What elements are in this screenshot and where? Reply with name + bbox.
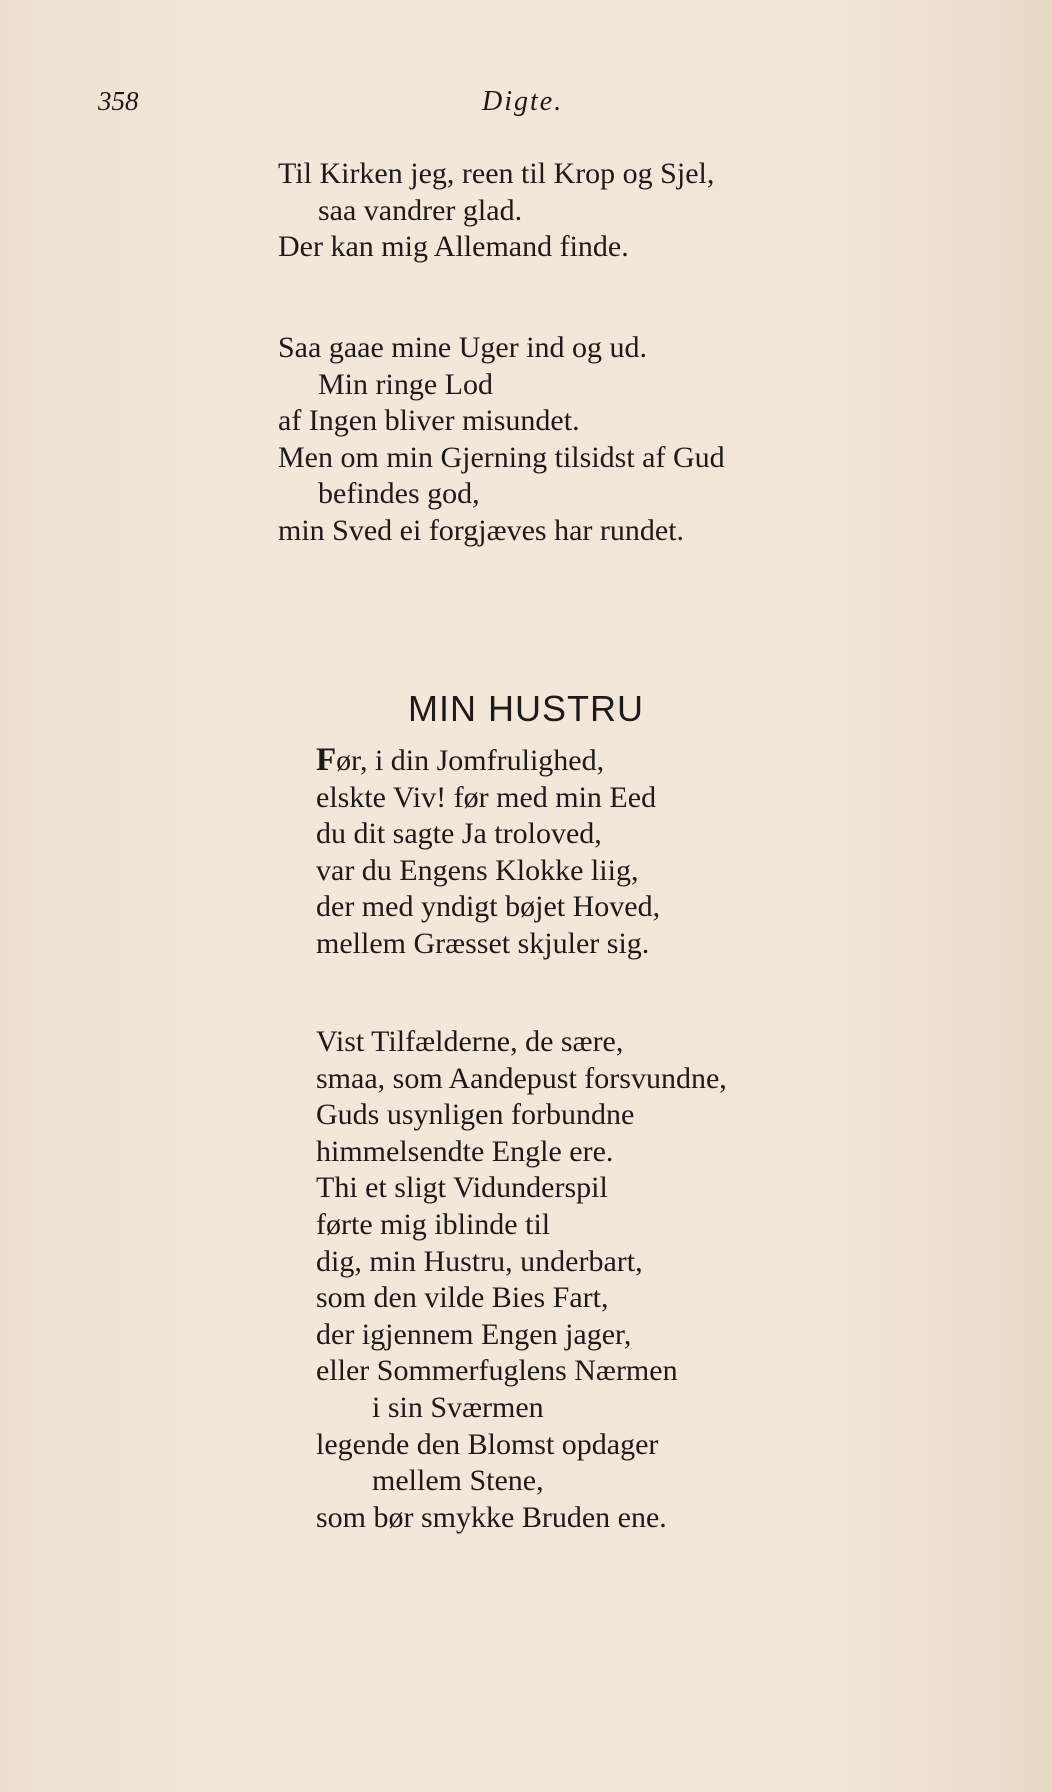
stanza-previous-1	[278, 156, 714, 266]
verse-line: dig, min Hustru, underbart,	[316, 1244, 643, 1278]
verse-line: himmelsendte Engle ere.	[316, 1134, 614, 1168]
verse-line: der med yndigt bøjet Hoved,	[316, 890, 661, 924]
verse-line: som den vilde Bies Fart,	[316, 1281, 609, 1315]
verse-line-first	[316, 742, 660, 780]
verse-line: Til Kirken jeg, reen til Krop og Sjel,	[278, 157, 715, 190]
poem-stanza-1	[316, 742, 660, 963]
first-line-text: ør, i din Jomfrulighed,	[336, 744, 605, 777]
verse-line: som bør smykke Bruden ene.	[316, 1500, 667, 1534]
verse-line: Vist Tilfælderne, de sære,	[316, 1025, 624, 1058]
verse-line: førte mig iblinde til	[316, 1207, 551, 1241]
verse-line: eller Sommerfuglens Nærmen	[316, 1354, 678, 1388]
verse-line: Min ringe Lod	[318, 367, 493, 401]
verse-line: Men om min Gjerning tilsidst af Gud	[278, 440, 725, 474]
verse-line: Saa gaae mine Uger ind og ud.	[278, 331, 648, 364]
running-title: Digte.	[482, 86, 564, 117]
verse-line: i sin Sværmen	[372, 1390, 544, 1424]
verse-line: smaa, som Aandepust forsvundne,	[316, 1061, 727, 1095]
verse-line: der igjennem Engen jager,	[316, 1317, 632, 1351]
verse-line: Guds usynligen forbundne	[316, 1098, 635, 1132]
verse-line: legende den Blomst opdager	[316, 1427, 659, 1461]
stanza-previous-2	[278, 330, 725, 550]
poem-stanza-2	[316, 1024, 727, 1536]
verse-line: elskte Viv! før med min Eed	[316, 780, 657, 814]
verse-line: af Ingen bliver misundet.	[278, 404, 580, 438]
verse-line: Thi et sligt Vidunderspil	[316, 1171, 608, 1205]
poem-title: MIN HUSTRU	[408, 687, 644, 729]
verse-line: mellem Græsset skjuler sig.	[316, 926, 650, 960]
verse-line: min Sved ei forgjæves har rundet.	[278, 513, 685, 547]
page-header	[0, 86, 1052, 126]
verse-line: var du Engens Klokke liig,	[316, 853, 639, 887]
verse-line: Der kan mig Allemand finde.	[278, 230, 629, 264]
verse-line: du dit sagte Ja troloved,	[316, 817, 602, 851]
initial-letter: F	[316, 742, 337, 778]
verse-line: befindes god,	[318, 477, 480, 511]
verse-line: mellem Stene,	[372, 1464, 544, 1498]
verse-line: saa vandrer glad.	[318, 193, 523, 227]
page-number: 358	[98, 86, 139, 116]
